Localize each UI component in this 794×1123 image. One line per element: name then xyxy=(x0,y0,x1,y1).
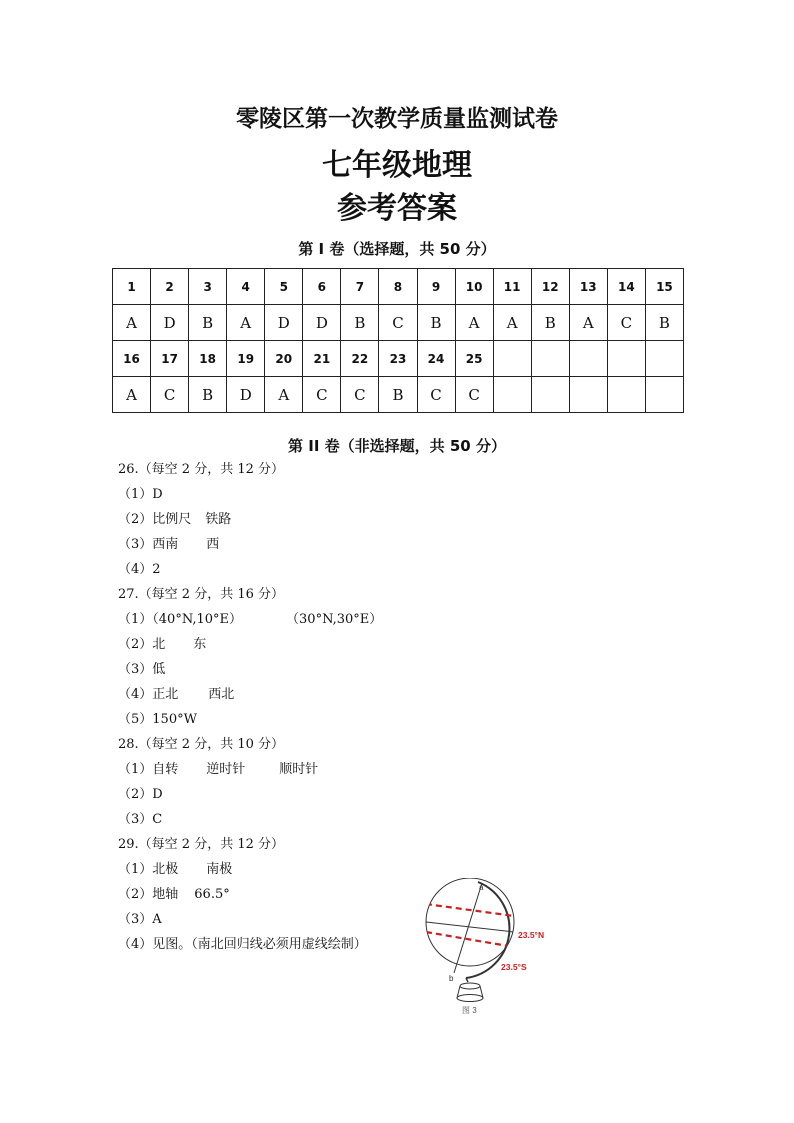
q29-answer-2 xyxy=(118,886,230,904)
answer-cell: C xyxy=(455,377,493,413)
q26-answer-4: （4）2 xyxy=(118,562,161,577)
q26-answer-1: （1）D xyxy=(118,487,163,502)
answer-cell xyxy=(645,377,683,413)
answer-cell: B xyxy=(645,305,683,341)
answer-cell: B xyxy=(417,305,455,341)
question-number-cell: 18 xyxy=(189,341,227,377)
q26-answer-2a: （2）比例尺 xyxy=(118,512,192,527)
q29-heading: 29.（每空 2 分，共 12 分） xyxy=(118,837,285,852)
label-b: b xyxy=(449,974,454,983)
answer-cell: C xyxy=(417,377,455,413)
question-number-cell: 17 xyxy=(151,341,189,377)
q29-answer-2a: （2）地轴 xyxy=(118,887,179,902)
question-number-cell: 24 xyxy=(417,341,455,377)
question-number-cell: 3 xyxy=(189,269,227,305)
q29-answer-3: （3）A xyxy=(118,912,162,927)
answer-cell: B xyxy=(189,377,227,413)
question-number-cell xyxy=(607,341,645,377)
question-number-cell: 9 xyxy=(417,269,455,305)
q26-answer-3 xyxy=(118,536,219,554)
answer-cell: B xyxy=(189,305,227,341)
q26-answer-3a: （3）西南 xyxy=(118,537,179,552)
question-number-cell: 23 xyxy=(379,341,417,377)
q29-answer-2b: 66.5° xyxy=(194,887,230,902)
tropic-s-label: 23.5°S xyxy=(501,962,527,972)
equator-line xyxy=(426,922,514,932)
globe-figure xyxy=(412,878,572,1018)
q27-answer-1b: （30°N,30°E） xyxy=(286,612,383,627)
question-number-cell: 2 xyxy=(151,269,189,305)
question-number-cell: 19 xyxy=(227,341,265,377)
answer-cell: A xyxy=(113,377,151,413)
q27-answer-3: （3）低 xyxy=(118,662,166,677)
q28-answer-2: （2）D xyxy=(118,787,163,802)
answer-cell: B xyxy=(379,377,417,413)
q27-answer-1a: （1）（40°N,10°E） xyxy=(118,612,243,627)
q27-answer-4b: 西北 xyxy=(208,687,235,702)
stand-top xyxy=(460,983,480,989)
table-row-answers-2 xyxy=(113,377,684,413)
label-a: a xyxy=(479,883,484,892)
q29-answer-1a: （1）北极 xyxy=(118,862,179,877)
answer-cell: A xyxy=(113,305,151,341)
table-row-numbers-1 xyxy=(113,269,684,305)
question-number-cell: 16 xyxy=(113,341,151,377)
answer-cell: C xyxy=(151,377,189,413)
q29-answer-1b: 南极 xyxy=(206,862,233,877)
q28-answer-1 xyxy=(118,761,318,779)
q27-answer-2b: 东 xyxy=(193,637,207,652)
answer-cell: A xyxy=(265,377,303,413)
exam-title: 零陵区第一次教学质量监测试卷 xyxy=(236,106,558,132)
answer-cell: A xyxy=(569,305,607,341)
stand-base xyxy=(457,995,483,1002)
question-number-cell xyxy=(569,341,607,377)
q27-heading: 27.（每空 2 分，共 16 分） xyxy=(118,587,285,602)
answer-cell: A xyxy=(493,305,531,341)
question-number-cell: 6 xyxy=(303,269,341,305)
question-number-cell: 22 xyxy=(341,341,379,377)
q29-answer-1 xyxy=(118,861,232,879)
q28-answer-1c: 顺时针 xyxy=(279,762,319,777)
answer-cell: C xyxy=(341,377,379,413)
question-number-cell: 11 xyxy=(493,269,531,305)
tropic-n-label: 23.5°N xyxy=(518,930,545,940)
part2-heading: 第 II 卷（非选择题，共 50 分） xyxy=(288,437,506,455)
question-number-cell: 14 xyxy=(607,269,645,305)
answer-cell: C xyxy=(303,377,341,413)
q27-answer-2 xyxy=(118,636,206,654)
subject-title: 七年级地理 xyxy=(322,148,472,183)
q27-answer-5: （5）150°W xyxy=(118,712,197,727)
question-number-cell: 25 xyxy=(455,341,493,377)
tropic-of-capricorn-line xyxy=(426,932,514,947)
answer-cell: D xyxy=(227,377,265,413)
table-row-answers-1 xyxy=(113,305,684,341)
answer-cell: A xyxy=(227,305,265,341)
answer-cell: A xyxy=(455,305,493,341)
q28-answer-1a: （1）自转 xyxy=(118,762,179,777)
question-number-cell: 5 xyxy=(265,269,303,305)
question-number-cell: 8 xyxy=(379,269,417,305)
answer-cell xyxy=(493,377,531,413)
answer-cell: D xyxy=(151,305,189,341)
answer-key-title: 参考答案 xyxy=(337,191,457,226)
q28-answer-3: （3）C xyxy=(118,812,163,827)
question-number-cell xyxy=(531,341,569,377)
q26-answer-3b: 西 xyxy=(206,537,220,552)
tropic-of-cancer-line xyxy=(426,904,514,916)
figure-caption: 图 3 xyxy=(462,1006,477,1015)
answer-cell: D xyxy=(265,305,303,341)
q27-answer-1 xyxy=(118,611,382,629)
question-number-cell: 10 xyxy=(455,269,493,305)
question-number-cell xyxy=(645,341,683,377)
answer-cell: C xyxy=(379,305,417,341)
answer-cell: B xyxy=(531,305,569,341)
question-number-cell xyxy=(493,341,531,377)
answer-cell xyxy=(607,377,645,413)
answer-table xyxy=(112,268,684,413)
q28-heading: 28.（每空 2 分，共 10 分） xyxy=(118,737,285,752)
q27-answer-2a: （2）北 xyxy=(118,637,166,652)
question-number-cell: 15 xyxy=(645,269,683,305)
q26-answer-2b: 铁路 xyxy=(205,512,232,527)
q29-answer-4: （4）见图。（南北回归线必须用虚线绘制） xyxy=(118,937,367,952)
q26-heading: 26.（每空 2 分，共 12 分） xyxy=(118,462,285,477)
answer-cell: B xyxy=(341,305,379,341)
table-row-numbers-2 xyxy=(113,341,684,377)
question-number-cell: 7 xyxy=(341,269,379,305)
question-number-cell: 12 xyxy=(531,269,569,305)
question-number-cell: 21 xyxy=(303,341,341,377)
answer-cell: C xyxy=(607,305,645,341)
question-number-cell: 1 xyxy=(113,269,151,305)
answer-cell: D xyxy=(303,305,341,341)
part1-heading: 第 I 卷（选择题，共 50 分） xyxy=(298,240,496,258)
q26-answer-2 xyxy=(118,511,231,529)
q27-answer-4a: （4）正北 xyxy=(118,687,179,702)
question-number-cell: 4 xyxy=(227,269,265,305)
answer-cell xyxy=(569,377,607,413)
q27-answer-4 xyxy=(118,686,234,704)
question-number-cell: 20 xyxy=(265,341,303,377)
question-number-cell: 13 xyxy=(569,269,607,305)
answer-cell xyxy=(531,377,569,413)
q28-answer-1b: 逆时针 xyxy=(206,762,246,777)
